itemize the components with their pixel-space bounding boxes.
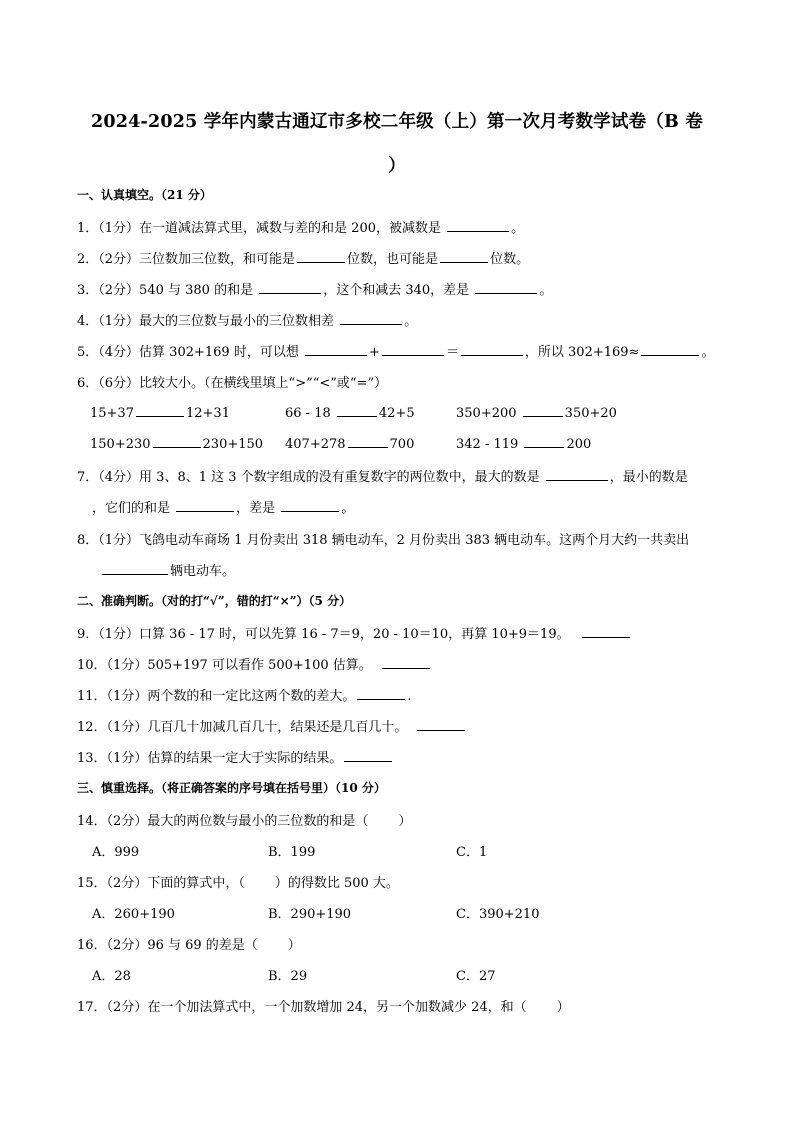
question-16 bbox=[77, 934, 301, 953]
option-a[interactable]: A．999 bbox=[92, 845, 140, 860]
question-1-text: 1．（1分）在一道减法算式里，减数与差的和是 200，被减数是 bbox=[77, 221, 441, 236]
question-3-text: 3．（2分）540 与 380 的和是 bbox=[77, 283, 254, 298]
question-17-end: ） bbox=[556, 1000, 570, 1015]
question-17 bbox=[77, 996, 570, 1015]
question-6: 6．（6分）比较大小。（在横线里填上“>”“<”或“=”） bbox=[77, 376, 388, 391]
expression-left: 342 - 119 bbox=[456, 437, 519, 452]
question-3-end: 。 bbox=[539, 283, 553, 298]
expression-left: 15+37 bbox=[90, 406, 134, 421]
question-13-text: 13．（1分）估算的结果一定大于实际的结果。 bbox=[77, 751, 343, 766]
question-14 bbox=[77, 810, 411, 829]
question-7-continued bbox=[92, 497, 354, 516]
question-2-text: 2．（2分）三位数加三位数，和可能是 bbox=[77, 252, 296, 267]
question-9 bbox=[77, 623, 632, 642]
option-c[interactable]: C．1 bbox=[456, 845, 488, 860]
section-heading-choice: 三、慎重选择。（将正确答案的序号填在括号里）（10 分） bbox=[77, 781, 386, 795]
question-12 bbox=[77, 716, 467, 735]
question-9-text: 9．（1分）口算 36 - 17 时，可以先算 16 - 7＝9，20 - 10＝10，再算 10+9＝19。 bbox=[77, 627, 570, 642]
answer-blank[interactable] bbox=[461, 343, 523, 356]
expression-right: 350+20 bbox=[564, 406, 617, 421]
compare-item bbox=[90, 404, 230, 421]
question-2-end: 位数。 bbox=[490, 252, 530, 267]
answer-blank[interactable] bbox=[340, 312, 402, 325]
answer-blank[interactable] bbox=[382, 656, 430, 669]
question-15-end: ）的得数比 500 大。 bbox=[274, 876, 399, 891]
answer-blank[interactable] bbox=[259, 281, 321, 294]
question-8-continued bbox=[100, 560, 235, 579]
question-5 bbox=[77, 341, 714, 360]
section-heading-fill: 一、认真填空。（21 分） bbox=[77, 188, 212, 202]
question-15 bbox=[77, 872, 399, 891]
answer-blank[interactable] bbox=[281, 499, 339, 512]
answer-blank[interactable] bbox=[524, 435, 564, 448]
question-2-middle: 位数，也可能是 bbox=[347, 252, 439, 267]
expression-left: 150+230 bbox=[90, 437, 151, 452]
question-4 bbox=[77, 310, 417, 329]
question-5-text: 5．（4分）估算 302+169 时，可以想 bbox=[77, 345, 299, 360]
question-14-text: 14．（2分）最大的两位数与最小的三位数的和是（ bbox=[77, 814, 369, 829]
question-13 bbox=[77, 747, 394, 766]
question-4-text: 4．（1分）最大的三位数与最小的三位数相差 bbox=[77, 314, 335, 329]
question-16-end: ） bbox=[287, 938, 301, 953]
question-5-end: 。 bbox=[701, 345, 715, 360]
option-b[interactable]: B．29 bbox=[268, 969, 308, 984]
expression-left: 407+278 bbox=[285, 437, 346, 452]
answer-blank[interactable] bbox=[382, 343, 444, 356]
answer-blank[interactable] bbox=[136, 404, 184, 417]
answer-blank[interactable] bbox=[344, 749, 392, 762]
compare-item bbox=[456, 404, 617, 421]
question-7-diff: ，差是 bbox=[236, 501, 276, 516]
answer-blank[interactable] bbox=[305, 343, 367, 356]
answer-blank[interactable] bbox=[582, 625, 630, 638]
expression-right: 700 bbox=[389, 437, 415, 452]
answer-blank[interactable] bbox=[440, 250, 488, 263]
question-15-text: 15．（2分）下面的算式中，（ bbox=[77, 876, 245, 891]
compare-item bbox=[285, 404, 415, 421]
compare-item bbox=[90, 435, 263, 452]
question-17-text: 17．（2分）在一个加法算式中，一个加数增加 24，另一个加数减少 24，和（ bbox=[77, 1000, 527, 1015]
question-2 bbox=[77, 248, 529, 267]
expression-left: 350+200 bbox=[456, 406, 517, 421]
question-5-middle: ，所以 302+169≈ bbox=[524, 345, 640, 360]
question-11-end: . bbox=[407, 689, 412, 704]
question-8-end: 辆电动车。 bbox=[170, 564, 236, 579]
question-12-text: 12．（1分）几百几十加减几百几十，结果还是几百几十。 bbox=[77, 720, 408, 735]
answer-blank[interactable] bbox=[447, 219, 509, 232]
expression-left: 66 - 18 bbox=[285, 406, 331, 421]
title-line-2: ） bbox=[388, 156, 406, 176]
question-1 bbox=[77, 217, 524, 236]
question-7-middle: ，最小的数是 bbox=[609, 470, 688, 485]
answer-blank[interactable] bbox=[348, 435, 388, 448]
compare-item bbox=[456, 435, 591, 452]
question-8: 8．（1分）飞鸽电动车商场 1 月份卖出 318 辆电动车，2 月份卖出 383 辆电动车。这两个月大约一共卖出 bbox=[77, 533, 690, 548]
exam-title bbox=[40, 100, 754, 188]
question-1-end: 。 bbox=[511, 221, 525, 236]
question-11 bbox=[77, 685, 411, 704]
question-16-text: 16．（2分）96 与 69 的差是（ bbox=[77, 938, 258, 953]
question-14-end: ） bbox=[398, 814, 412, 829]
expression-right: 42+5 bbox=[378, 406, 415, 421]
answer-blank[interactable] bbox=[641, 343, 699, 356]
expression-right: 12+31 bbox=[185, 406, 230, 421]
question-3 bbox=[77, 279, 552, 298]
question-7-end: 。 bbox=[341, 501, 355, 516]
answer-blank[interactable] bbox=[475, 281, 537, 294]
question-3-middle: ，这个和减去 340，差是 bbox=[323, 283, 470, 298]
option-c[interactable]: C．390+210 bbox=[456, 907, 540, 922]
answer-blank[interactable] bbox=[102, 562, 168, 575]
question-7-sum: ，它们的和是 bbox=[92, 501, 171, 516]
option-a[interactable]: A．28 bbox=[92, 969, 131, 984]
question-11-text: 11．（1分）两个数的和一定比这两个数的差大。 bbox=[77, 689, 356, 704]
question-10 bbox=[77, 654, 432, 673]
question-7-text: 7．（4分）用 3、8、1 这 3 个数字组成的没有重复数字的两位数中，最大的数是 bbox=[77, 470, 540, 485]
option-b[interactable]: B．290+190 bbox=[268, 907, 352, 922]
answer-blank[interactable] bbox=[297, 250, 345, 263]
expression-right: 230+150 bbox=[202, 437, 264, 452]
question-4-end: 。 bbox=[404, 314, 418, 329]
answer-blank[interactable] bbox=[546, 468, 608, 481]
answer-blank[interactable] bbox=[176, 499, 234, 512]
equals-sign: ＝ bbox=[445, 345, 459, 360]
expression-right: 200 bbox=[566, 437, 592, 452]
option-c[interactable]: C．27 bbox=[456, 969, 496, 984]
option-b[interactable]: B．199 bbox=[268, 845, 316, 860]
compare-item bbox=[285, 435, 414, 452]
answer-blank[interactable] bbox=[417, 718, 465, 731]
title-line-1: 2024-2025 学年内蒙古通辽市多校二年级（上）第一次月考数学试卷（B 卷 bbox=[91, 112, 703, 132]
section-heading-judge: 二、准确判断。（对的打“√”，错的打“×”）（5 分） bbox=[77, 594, 352, 608]
question-7 bbox=[77, 466, 688, 485]
answer-blank[interactable] bbox=[337, 404, 377, 417]
option-a[interactable]: A．260+190 bbox=[92, 907, 175, 922]
answer-blank[interactable] bbox=[523, 404, 563, 417]
plus-sign: + bbox=[368, 345, 380, 360]
answer-blank[interactable] bbox=[357, 687, 405, 700]
answer-blank[interactable] bbox=[153, 435, 201, 448]
question-10-text: 10．（1分）505+197 可以看作 500+100 估算。 bbox=[77, 658, 372, 673]
